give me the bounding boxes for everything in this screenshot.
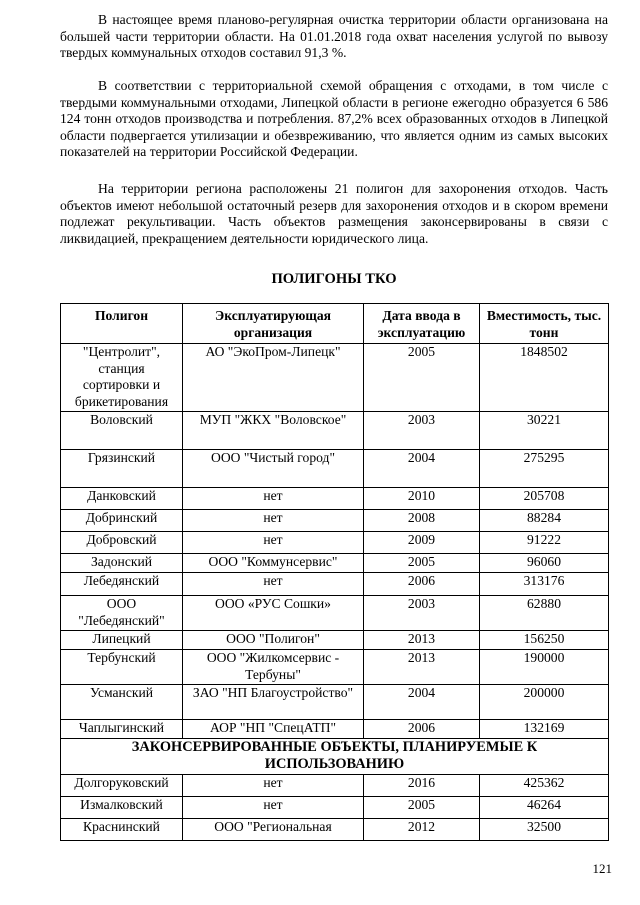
table-row <box>61 532 609 554</box>
cell-date: 2010 <box>364 488 480 510</box>
cell-operator: ООО "Чистый город" <box>183 450 364 488</box>
cell-capacity: 425362 <box>480 775 609 797</box>
cell-date: 2006 <box>364 720 480 739</box>
cell-landfill: Данковский <box>61 488 183 510</box>
table-row <box>61 819 609 841</box>
table-row <box>61 596 609 631</box>
table-row <box>61 720 609 739</box>
cell-capacity: 32500 <box>480 819 609 841</box>
table-row <box>61 775 609 797</box>
cell-date: 2005 <box>364 554 480 573</box>
paragraph-waste-volume: В соответствии с территориальной схемой обращения с отходами, в том числе с твердыми коммунальными отходами, Липецкой области в регионе ежегодно образуется 6 586 124 тонн отходов производства и потребления. 87,2% всех образованных отходов в Липецкой области подвергается утилизации и обезвреживанию, что является одним из самых высоких показателей на территории Российской Федерации. <box>60 78 608 160</box>
cell-capacity: 205708 <box>480 488 609 510</box>
cell-operator: нет <box>183 797 364 819</box>
cell-operator: нет <box>183 488 364 510</box>
cell-operator: АОР "НП "СпецАТП" <box>183 720 364 739</box>
header-commission-date: Дата ввода в эксплуатацию <box>364 304 480 344</box>
cell-date: 2003 <box>364 596 480 631</box>
table-row <box>61 510 609 532</box>
cell-landfill: "Центролит", станция сортировки и брикетирования <box>61 344 183 412</box>
cell-landfill: Добровский <box>61 532 183 554</box>
cell-operator: нет <box>183 775 364 797</box>
cell-landfill: Чаплыгинский <box>61 720 183 739</box>
cell-operator: ООО "Региональная <box>183 819 364 841</box>
cell-landfill: Долгоруковский <box>61 775 183 797</box>
cell-operator: МУП "ЖКХ "Воловское" <box>183 412 364 450</box>
cell-capacity: 46264 <box>480 797 609 819</box>
table-row <box>61 685 609 720</box>
cell-capacity: 313176 <box>480 573 609 596</box>
cell-date: 2009 <box>364 532 480 554</box>
cell-landfill: Тербунский <box>61 650 183 685</box>
landfills-table <box>60 303 609 841</box>
cell-landfill: Лебедянский <box>61 573 183 596</box>
table-title: ПОЛИГОНЫ ТКО <box>271 271 397 287</box>
cell-operator: нет <box>183 510 364 532</box>
cell-capacity: 96060 <box>480 554 609 573</box>
cell-date: 2004 <box>364 450 480 488</box>
cell-landfill: Добринский <box>61 510 183 532</box>
table-row <box>61 554 609 573</box>
cell-landfill: Липецкий <box>61 631 183 650</box>
cell-operator: ЗАО "НП Благоустройство" <box>183 685 364 720</box>
cell-landfill: Грязинский <box>61 450 183 488</box>
page-number: 121 <box>592 861 612 876</box>
cell-date: 2003 <box>364 412 480 450</box>
section-row <box>61 739 609 775</box>
cell-capacity: 88284 <box>480 510 609 532</box>
cell-capacity: 62880 <box>480 596 609 631</box>
cell-operator: АО "ЭкоПром-Липецк" <box>183 344 364 412</box>
cell-date: 2008 <box>364 510 480 532</box>
cell-capacity: 132169 <box>480 720 609 739</box>
cell-operator: ООО "Коммунсервис" <box>183 554 364 573</box>
table-row <box>61 344 609 412</box>
cell-capacity: 156250 <box>480 631 609 650</box>
table-header-row <box>61 304 609 344</box>
table-row <box>61 650 609 685</box>
cell-date: 2004 <box>364 685 480 720</box>
cell-date: 2016 <box>364 775 480 797</box>
cell-capacity: 275295 <box>480 450 609 488</box>
header-operator: Эксплуатирующая организация <box>183 304 364 344</box>
paragraph-landfills: На территории региона расположены 21 полигон для захоронения отходов. Часть объектов имеют небольшой остаточный резерв для захоронения отходов и в скором времени подлежат рекультивации. Часть объектов размещения законсервированы в связи с ликвидацией, прекращением деятельности юридического лица. <box>60 181 608 246</box>
cell-operator: нет <box>183 573 364 596</box>
cell-date: 2005 <box>364 344 480 412</box>
table-row <box>61 450 609 488</box>
cell-landfill: Краснинский <box>61 819 183 841</box>
cell-landfill: Задонский <box>61 554 183 573</box>
cell-landfill: Измалковский <box>61 797 183 819</box>
header-landfill: Полигон <box>61 304 183 344</box>
table-row <box>61 412 609 450</box>
cell-date: 2013 <box>364 650 480 685</box>
cell-operator: нет <box>183 532 364 554</box>
table-row <box>61 631 609 650</box>
cell-capacity: 91222 <box>480 532 609 554</box>
section-title-mothballed: ЗАКОНСЕРВИРОВАННЫЕ ОБЪЕКТЫ, ПЛАНИРУЕМЫЕ К ИСПОЛЬЗОВАНИЮ <box>61 739 609 775</box>
paragraph-waste-collection: В настоящее время планово-регулярная очистка территории области организована на большей части территории области. На 01.01.2018 года охват населения услугой по вывозу твердых коммунальных отходов составил 91,3 %. <box>60 12 608 61</box>
cell-capacity: 30221 <box>480 412 609 450</box>
table-row <box>61 573 609 596</box>
cell-capacity: 1848502 <box>480 344 609 412</box>
cell-landfill: Усманский <box>61 685 183 720</box>
cell-date: 2013 <box>364 631 480 650</box>
table-row <box>61 488 609 510</box>
table-row <box>61 797 609 819</box>
cell-landfill: Воловский <box>61 412 183 450</box>
cell-landfill: ООО "Лебедянский" <box>61 596 183 631</box>
cell-operator: ООО "Полигон" <box>183 631 364 650</box>
cell-date: 2012 <box>364 819 480 841</box>
cell-date: 2006 <box>364 573 480 596</box>
cell-operator: ООО «РУС Сошки» <box>183 596 364 631</box>
cell-capacity: 200000 <box>480 685 609 720</box>
cell-date: 2005 <box>364 797 480 819</box>
cell-capacity: 190000 <box>480 650 609 685</box>
header-capacity: Вместимость, тыс. тонн <box>480 304 609 344</box>
cell-operator: ООО "Жилкомсервис - Тербуны" <box>183 650 364 685</box>
